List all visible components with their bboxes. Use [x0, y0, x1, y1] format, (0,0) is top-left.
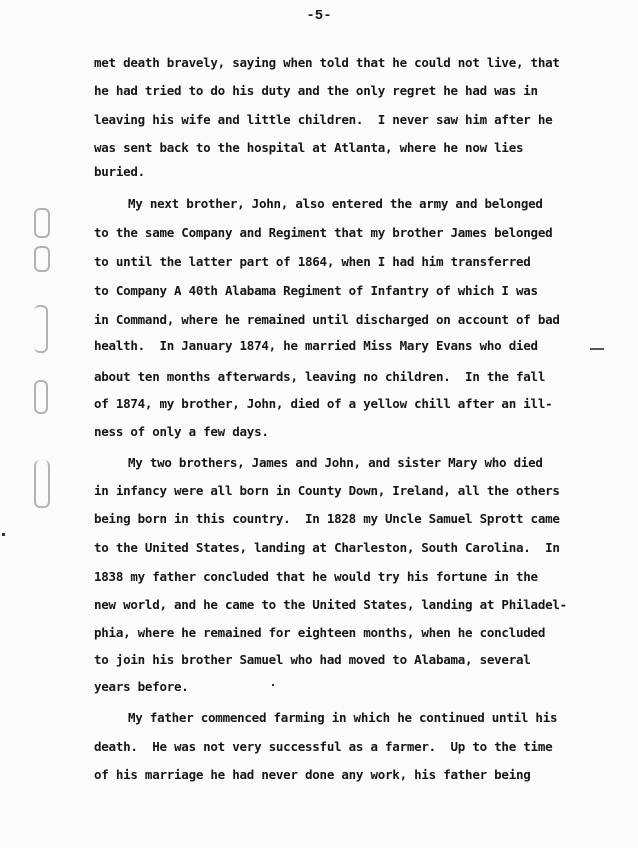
text-line: health. In January 1874, he married Miss Mary Evans who died — [94, 338, 538, 353]
text-line: to Company A 40th Alabama Regiment of Infantry of which I was — [94, 283, 538, 298]
text-line: he had tried to do his duty and the only regret he had was in — [94, 83, 538, 98]
text-line: years before. — [94, 679, 189, 694]
stray-mark — [272, 684, 274, 686]
text-line: of 1874, my brother, John, died of a yellow chill after an ill- — [94, 396, 553, 411]
margin-dash — [590, 348, 604, 350]
text-line: being born in this country. In 1828 my Uncle Samuel Sprott came — [94, 511, 560, 526]
text-line: ness of only a few days. — [94, 424, 269, 439]
page-number: -5- — [306, 8, 332, 24]
text-line: in infancy were all born in County Down, Ireland, all the others — [94, 483, 560, 498]
margin-binding-mark — [34, 380, 48, 414]
text-line: to join his brother Samuel who had moved to Alabama, several — [94, 652, 531, 667]
text-line: My two brothers, James and John, and sister Mary who died — [128, 455, 543, 470]
text-line: leaving his wife and little children. I never saw him after he — [94, 112, 553, 127]
text-line: My next brother, John, also entered the army and belonged — [128, 196, 543, 211]
text-line: new world, and he came to the United States, landing at Philadel- — [94, 597, 567, 612]
text-line: phia, where he remained for eighteen months, when he concluded — [94, 625, 546, 640]
text-line: to the United States, landing at Charleston, South Carolina. In — [94, 540, 560, 555]
text-line: met death bravely, saying when told that he could not live, that — [94, 55, 560, 70]
margin-dot — [2, 533, 5, 536]
text-line: to the same Company and Regiment that my brother James belonged — [94, 225, 553, 240]
margin-binding-mark — [34, 208, 50, 238]
margin-binding-mark — [34, 305, 48, 353]
text-line: in Command, where he remained until discharged on account of bad — [94, 312, 560, 327]
text-line: of his marriage he had never done any work, his father being — [94, 767, 531, 782]
text-line: death. He was not very successful as a farmer. Up to the time — [94, 739, 553, 754]
text-line: 1838 my father concluded that he would try his fortune in the — [94, 569, 538, 584]
text-line: to until the latter part of 1864, when I had him transferred — [94, 254, 531, 269]
text-line: was sent back to the hospital at Atlanta, where he now lies — [94, 140, 524, 155]
text-line: about ten months afterwards, leaving no children. In the fall — [94, 369, 546, 384]
text-line: My father commenced farming in which he continued until his — [128, 710, 558, 725]
text-line: buried. — [94, 164, 145, 179]
margin-binding-mark — [34, 246, 50, 272]
margin-binding-mark — [34, 460, 50, 508]
